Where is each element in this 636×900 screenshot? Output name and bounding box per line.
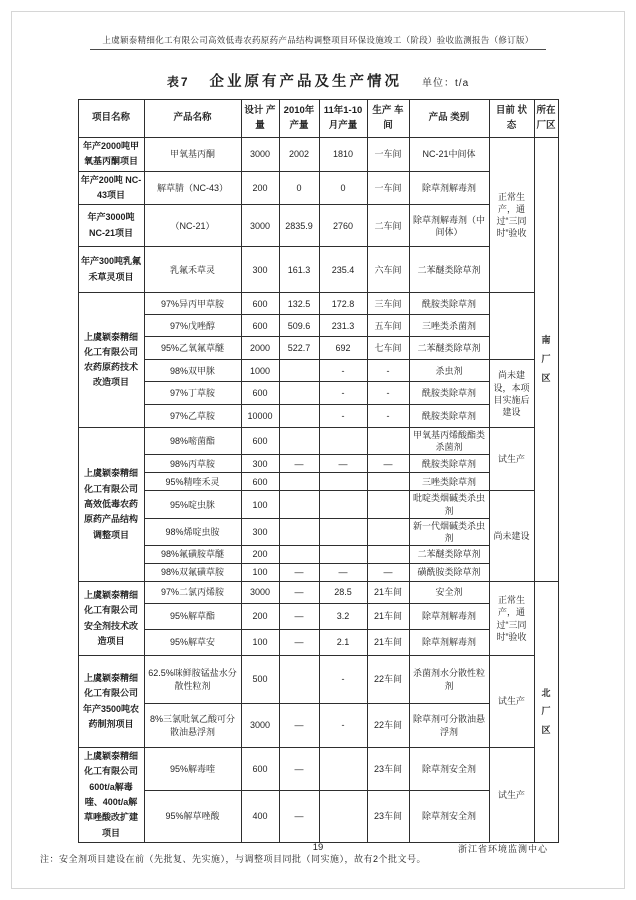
- col-header-product: 产品名称: [144, 100, 241, 138]
- cell-product: 97%异丙甲草胺: [144, 293, 241, 315]
- table-row: [78, 247, 558, 293]
- cell-2011-output: 28.5: [319, 582, 367, 604]
- table-row: [78, 405, 558, 428]
- cell-product: 98%嘧菌酯: [144, 428, 241, 455]
- cell-design-output: 600: [241, 293, 279, 315]
- table-row: [78, 656, 558, 704]
- cell-product: 95%解草酯: [144, 604, 241, 630]
- table-row: [78, 491, 558, 518]
- cell-product: 95%解毒喹: [144, 748, 241, 791]
- cell-workshop: 七车间: [367, 337, 409, 360]
- col-header-project: 项目名称: [78, 100, 144, 138]
- cell-2010-output: 2835.9: [279, 205, 319, 247]
- cell-category: 磺酰胺类除草剂: [409, 564, 489, 582]
- cell-project: 上虞颖泰精细化工有限公司年产3500吨农药制剂项目: [78, 656, 144, 748]
- table-row: [78, 546, 558, 564]
- cell-2011-output: —: [319, 455, 367, 473]
- area-vertical-text: 北厂区: [541, 687, 551, 736]
- cell-workshop: [367, 546, 409, 564]
- cell-product: 97%丁草胺: [144, 382, 241, 405]
- cell-workshop: 23车间: [367, 748, 409, 791]
- cell-2010-output: 161.3: [279, 247, 319, 293]
- cell-workshop: 五车间: [367, 315, 409, 337]
- cell-2010-output: 2002: [279, 138, 319, 172]
- table-label: 表7: [166, 75, 190, 89]
- cell-product: 解草腈（NC-43）: [144, 171, 241, 205]
- cell-project: 年产3000吨 NC-21项目: [78, 205, 144, 247]
- document-header: 上虞颖泰精细化工有限公司高效低毒农药原药产品结构调整项目环保设施竣工（阶段）验收监测报告（修订版）: [90, 34, 546, 50]
- cell-2011-output: [319, 473, 367, 491]
- cell-design-output: 200: [241, 546, 279, 564]
- cell-category: 新一代烟碱类杀虫剂: [409, 518, 489, 545]
- col-header-category: 产品 类别: [409, 100, 489, 138]
- cell-workshop: 一车间: [367, 138, 409, 172]
- cell-category: 酰胺类除草剂: [409, 293, 489, 315]
- table-row: [78, 582, 558, 604]
- cell-2011-output: -: [319, 360, 367, 382]
- cell-status: [489, 293, 534, 360]
- cell-product: 95%精喹禾灵: [144, 473, 241, 491]
- table-row: [78, 315, 558, 337]
- footer-organization: 浙江省环境监测中心: [457, 844, 548, 854]
- cell-2010-output: —: [279, 630, 319, 656]
- cell-2011-output: 692: [319, 337, 367, 360]
- cell-category: 二苯醚类除草剂: [409, 546, 489, 564]
- table-row: [78, 171, 558, 205]
- cell-workshop: 三车间: [367, 293, 409, 315]
- cell-workshop: 22车间: [367, 704, 409, 748]
- cell-2011-output: 0: [319, 171, 367, 205]
- cell-category: 除草剂可分散油悬浮剂: [409, 704, 489, 748]
- cell-2011-output: —: [319, 564, 367, 582]
- table-row: [78, 382, 558, 405]
- cell-design-output: 3000: [241, 582, 279, 604]
- cell-2011-output: [319, 546, 367, 564]
- table-row: [78, 704, 558, 748]
- col-header-workshop: 生产 车间: [367, 100, 409, 138]
- cell-2011-output: 172.8: [319, 293, 367, 315]
- cell-2010-output: [279, 491, 319, 518]
- cell-project: 上虞颖泰精细化工有限公司安全剂技术改造项目: [78, 582, 144, 656]
- cell-product: 95%啶虫脒: [144, 491, 241, 518]
- cell-design-output: 100: [241, 491, 279, 518]
- cell-category: 安全剂: [409, 582, 489, 604]
- cell-2011-output: 235.4: [319, 247, 367, 293]
- cell-product: 98%丙草胺: [144, 455, 241, 473]
- cell-2011-output: -: [319, 405, 367, 428]
- cell-category: 酰胺类除草剂: [409, 455, 489, 473]
- table-row: [78, 138, 558, 172]
- cell-workshop: -: [367, 405, 409, 428]
- cell-2010-output: [279, 546, 319, 564]
- cell-category: 除草剂安全剂: [409, 791, 489, 843]
- cell-product: 62.5%咪鲜胺锰盐水分散性粒剂: [144, 656, 241, 704]
- cell-design-output: 600: [241, 315, 279, 337]
- cell-workshop: 21车间: [367, 604, 409, 630]
- cell-category: 除草剂安全剂: [409, 748, 489, 791]
- cell-category: 酰胺类除草剂: [409, 382, 489, 405]
- cell-2010-output: [279, 382, 319, 405]
- cell-2011-output: [319, 428, 367, 455]
- col-header-area: 所在 厂区: [534, 100, 558, 138]
- table-row: [78, 205, 558, 247]
- cell-product: 98%烯啶虫胺: [144, 518, 241, 545]
- cell-design-output: 400: [241, 791, 279, 843]
- cell-status: 正常生产，通过“三同时”验收: [489, 582, 534, 656]
- cell-category: 二苯醚类除草剂: [409, 337, 489, 360]
- cell-design-output: 600: [241, 428, 279, 455]
- cell-project: 上虞颖泰精细化工有限公司600t/a解毒喹、400t/a解草唑酸改扩建项目: [78, 748, 144, 843]
- cell-design-output: 10000: [241, 405, 279, 428]
- cell-status: 尚未建设: [489, 491, 534, 582]
- table-row: [78, 473, 558, 491]
- cell-workshop: —: [367, 564, 409, 582]
- col-header-status: 目前 状态: [489, 100, 534, 138]
- cell-workshop: -: [367, 360, 409, 382]
- table-title: 企业原有产品及生产情况: [209, 74, 403, 90]
- cell-status: 试生产: [489, 428, 534, 491]
- table-row: [78, 518, 558, 545]
- cell-design-output: 300: [241, 247, 279, 293]
- table-caption: [28, 70, 608, 91]
- cell-2010-output: —: [279, 564, 319, 582]
- cell-2010-output: —: [279, 455, 319, 473]
- cell-2010-output: —: [279, 604, 319, 630]
- col-header-design-output: 设计 产量: [241, 100, 279, 138]
- cell-category: 三唑类除草剂: [409, 473, 489, 491]
- table-footnote: 注：安全剂项目建设在前（先批复、先实施），与调整项目同批（同实施），故有2个批文号。: [40, 853, 427, 864]
- cell-product: 8%三氯吡氧乙酸可分散油悬浮剂: [144, 704, 241, 748]
- cell-project: 上虞颖泰精细化工有限公司高效低毒农药原药产品结构调整项目: [78, 428, 144, 582]
- cell-2010-output: [279, 428, 319, 455]
- table-row: [78, 428, 558, 455]
- cell-workshop: —: [367, 455, 409, 473]
- cell-category: 甲氧基丙烯酸酯类杀菌剂: [409, 428, 489, 455]
- cell-2010-output: 0: [279, 171, 319, 205]
- cell-2010-output: [279, 360, 319, 382]
- cell-2011-output: [319, 791, 367, 843]
- cell-workshop: 一车间: [367, 171, 409, 205]
- products-table: [78, 99, 559, 843]
- cell-category: 除草剂解毒剂: [409, 604, 489, 630]
- cell-workshop: 六车间: [367, 247, 409, 293]
- cell-2011-output: 231.3: [319, 315, 367, 337]
- cell-category: 除草剂解毒剂: [409, 630, 489, 656]
- table-row: [78, 337, 558, 360]
- cell-workshop: [367, 428, 409, 455]
- cell-design-output: 100: [241, 630, 279, 656]
- cell-product: 97%乙草胺: [144, 405, 241, 428]
- cell-2011-output: -: [319, 382, 367, 405]
- cell-workshop: [367, 473, 409, 491]
- cell-2011-output: [319, 491, 367, 518]
- cell-project: 年产300吨乳氟禾草灵项目: [78, 247, 144, 293]
- cell-project: 年产200吨 NC-43项目: [78, 171, 144, 205]
- cell-product: （NC-21）: [144, 205, 241, 247]
- cell-category: 二苯醚类除草剂: [409, 247, 489, 293]
- table-row: [78, 791, 558, 843]
- cell-2011-output: -: [319, 704, 367, 748]
- cell-product: 98%双甲脒: [144, 360, 241, 382]
- cell-2010-output: 522.7: [279, 337, 319, 360]
- cell-2011-output: [319, 748, 367, 791]
- cell-product: 97%二氯丙烯胺: [144, 582, 241, 604]
- area-vertical-text: 南厂区: [541, 335, 551, 383]
- cell-design-output: 500: [241, 656, 279, 704]
- cell-category: 吡啶类烟碱类杀虫剂: [409, 491, 489, 518]
- cell-category: 杀虫剂: [409, 360, 489, 382]
- cell-design-output: 3000: [241, 205, 279, 247]
- table-row: [78, 293, 558, 315]
- cell-2011-output: 2760: [319, 205, 367, 247]
- cell-product: 乳氟禾草灵: [144, 247, 241, 293]
- document-page: [28, 26, 608, 865]
- cell-2011-output: 2.1: [319, 630, 367, 656]
- cell-project: 年产2000吨甲氧基丙酮项目: [78, 138, 144, 172]
- cell-category: 除草剂解毒剂（中间体）: [409, 205, 489, 247]
- table-unit-label: 单位：t/a: [422, 78, 470, 89]
- cell-status: 正常生产，通过“三同时”验收: [489, 138, 534, 293]
- table-row: [78, 748, 558, 791]
- cell-2010-output: 509.6: [279, 315, 319, 337]
- table-row: [78, 630, 558, 656]
- cell-category: NC-21中间体: [409, 138, 489, 172]
- cell-design-output: 600: [241, 382, 279, 405]
- cell-2010-output: —: [279, 791, 319, 843]
- cell-status: 试生产: [489, 748, 534, 843]
- cell-design-output: 3000: [241, 138, 279, 172]
- cell-2011-output: [319, 518, 367, 545]
- cell-workshop: [367, 491, 409, 518]
- cell-status: 尚未建设，本项目实施后建设: [489, 360, 534, 428]
- table-row: [78, 455, 558, 473]
- cell-design-output: 3000: [241, 704, 279, 748]
- cell-design-output: 300: [241, 518, 279, 545]
- table-row: [78, 604, 558, 630]
- cell-workshop: 21车间: [367, 630, 409, 656]
- table-row: [78, 360, 558, 382]
- cell-product: 98%双氟磺草胺: [144, 564, 241, 582]
- cell-product: 95%解草唑酸: [144, 791, 241, 843]
- cell-area: [534, 138, 558, 582]
- cell-design-output: 600: [241, 473, 279, 491]
- cell-product: 98%氟磺胺草醚: [144, 546, 241, 564]
- cell-product: 95%乙氧氟草醚: [144, 337, 241, 360]
- cell-workshop: 21车间: [367, 582, 409, 604]
- cell-design-output: 600: [241, 748, 279, 791]
- cell-workshop: 23车间: [367, 791, 409, 843]
- cell-workshop: 22车间: [367, 656, 409, 704]
- table-row: [78, 564, 558, 582]
- cell-category: 酰胺类除草剂: [409, 405, 489, 428]
- cell-category: 三唑类杀菌剂: [409, 315, 489, 337]
- cell-product: 97%戊唑醇: [144, 315, 241, 337]
- cell-design-output: 200: [241, 171, 279, 205]
- cell-2011-output: 3.2: [319, 604, 367, 630]
- cell-2010-output: —: [279, 704, 319, 748]
- cell-2010-output: [279, 518, 319, 545]
- cell-2010-output: —: [279, 582, 319, 604]
- cell-area: [534, 582, 558, 843]
- cell-design-output: 100: [241, 564, 279, 582]
- cell-2010-output: [279, 405, 319, 428]
- table-header-row: [78, 100, 558, 138]
- cell-category: 除草剂解毒剂: [409, 171, 489, 205]
- cell-2010-output: —: [279, 748, 319, 791]
- cell-product: 甲氧基丙酮: [144, 138, 241, 172]
- cell-2010-output: 132.5: [279, 293, 319, 315]
- cell-product: 95%解草安: [144, 630, 241, 656]
- cell-workshop: -: [367, 382, 409, 405]
- cell-design-output: 200: [241, 604, 279, 630]
- cell-2010-output: [279, 656, 319, 704]
- cell-design-output: 2000: [241, 337, 279, 360]
- cell-design-output: 1000: [241, 360, 279, 382]
- cell-status: 试生产: [489, 656, 534, 748]
- cell-2011-output: 1810: [319, 138, 367, 172]
- page-number: 19: [312, 842, 324, 853]
- cell-2011-output: -: [319, 656, 367, 704]
- cell-workshop: [367, 518, 409, 545]
- col-header-2010-output: 2010年 产量: [279, 100, 319, 138]
- cell-workshop: 二车间: [367, 205, 409, 247]
- cell-2010-output: [279, 473, 319, 491]
- cell-project: 上虞颖泰精细化工有限公司农药原药技术改造项目: [78, 293, 144, 428]
- col-header-2011-output: 11年1-10 月产量: [319, 100, 367, 138]
- cell-design-output: 300: [241, 455, 279, 473]
- cell-category: 杀菌剂水分散性粒剂: [409, 656, 489, 704]
